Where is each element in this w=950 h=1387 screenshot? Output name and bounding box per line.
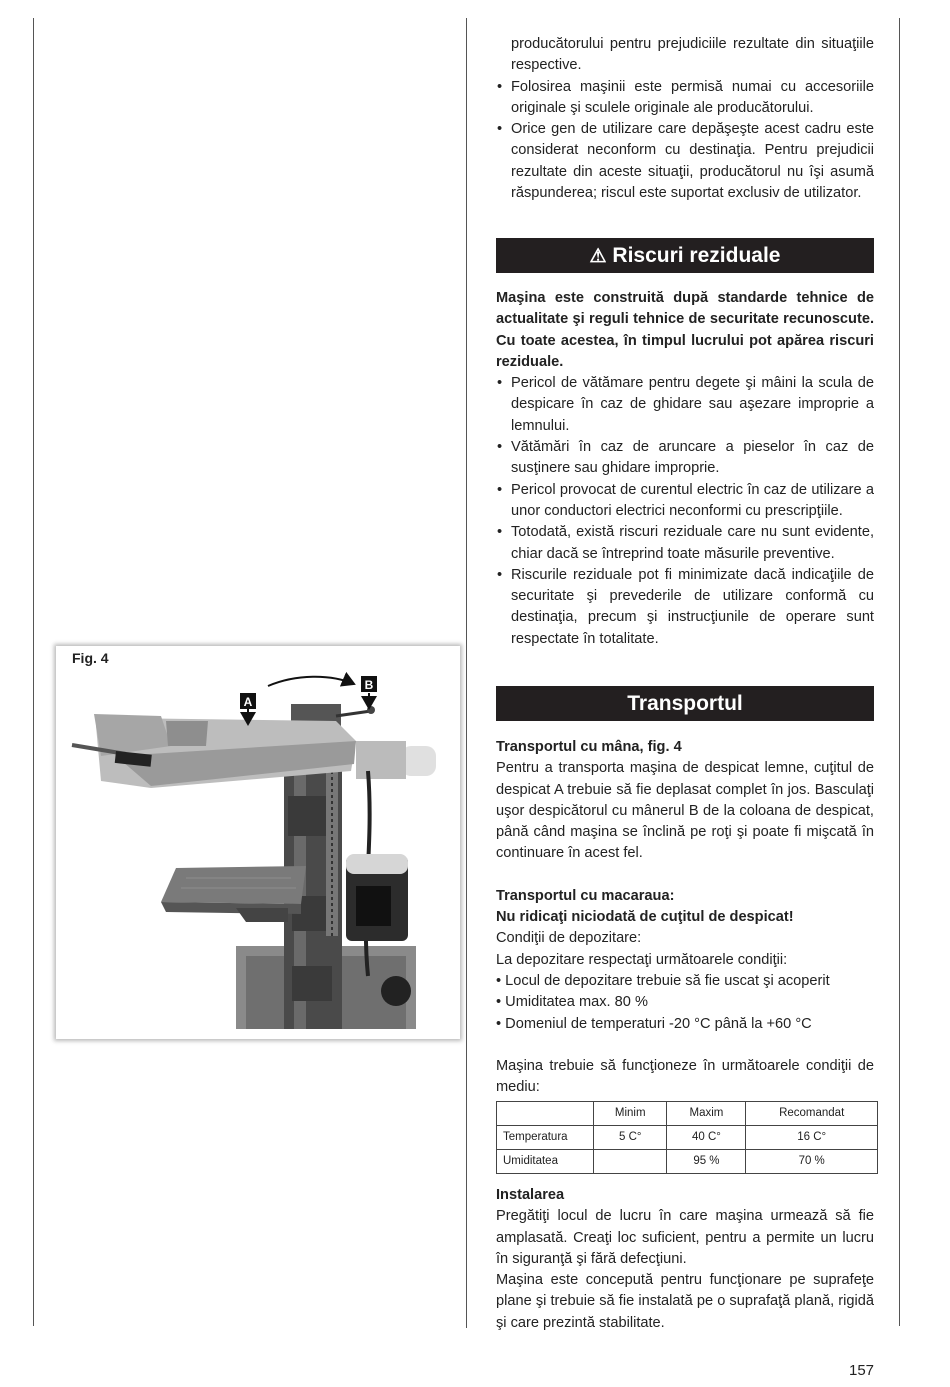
list-item: • Pericol de vătămare pentru degete şi mâini la scula de despicare în caz de ghidare sau aşezare improprie a lemnului. <box>496 373 874 437</box>
page-number: 157 <box>849 1362 875 1379</box>
storage-title: Condiţii de depozitare: <box>496 930 642 947</box>
table-cell: Temperatura <box>497 1126 594 1150</box>
section-heading-transport: Transportul <box>496 686 874 721</box>
marker-b: B <box>364 678 374 692</box>
section-heading-residual-risks <box>496 238 874 273</box>
table-header-row <box>497 1102 878 1126</box>
table-cell: Umiditatea <box>497 1150 594 1174</box>
table-cell: 5 C° <box>594 1126 667 1150</box>
environment-text: Maşina trebuie să funcţioneze în următoarele condiţii de mediu: <box>496 1057 874 1096</box>
install-paragraph-2: Maşina este concepută pentru funcţionare pe suprafeţe plane şi trebuie să fie instalată pe o suprafaţă plană, rigidă şi care prezintă stabilitate. <box>496 1272 874 1331</box>
list-item: • Riscurile reziduale pot fi minimizate dacă indicaţiile de securitate şi prevederile de utilizare conformă cu destinaţia, precum şi instrucţiunile de operare sunt respectate în totalitate. <box>496 565 874 650</box>
list-item: • Vătămări în caz de aruncare a pieselor în caz de susţinere sau ghidare improprie. <box>496 437 874 480</box>
residual-intro: Maşina este construită după standarde tehnice de actualitate şi reguli tehnice de securitate recunoscute. Cu toate acestea, în timpul lucrului pot apărea riscuri reziduale. <box>496 290 874 370</box>
table-cell: 16 C° <box>746 1126 878 1150</box>
crane-transport-title: Transportul cu macaraua: <box>496 887 675 904</box>
environment-table <box>496 1101 878 1174</box>
residual-heading-text: Riscuri reziduale <box>612 244 781 267</box>
table-row <box>497 1150 878 1174</box>
list-item: • Folosirea maşinii este permisă numai cu accesoriile originale şi sculele originale ale producătorului. <box>496 77 874 120</box>
table-cell: 40 C° <box>667 1126 746 1150</box>
install-paragraph-1: Pregătiţi locul de lucru în care maşina urmează să fie amplasată. Creaţi loc suficient, pentru a permite un lucru în siguranţă şi fără defecţiuni. <box>496 1208 874 1267</box>
crane-warning: Nu ridicaţi niciodată de cuţitul de despicat! <box>496 909 794 926</box>
figure-label: Fig. 4 <box>72 650 109 666</box>
table-cell: Minim <box>594 1102 667 1126</box>
table-cell: 70 % <box>746 1150 878 1174</box>
log-splitter-illustration <box>56 646 460 1039</box>
list-item: • Locul de depozitare trebuie să fie uscat şi acoperit <box>496 972 830 989</box>
hand-transport-title: Transportul cu mâna, fig. 4 <box>496 739 682 755</box>
left-margin-rule <box>33 18 34 1326</box>
residual-risks-section <box>496 238 874 650</box>
warning-icon: ⚠ <box>589 246 607 267</box>
table-cell <box>594 1150 667 1174</box>
list-item: • Umiditatea max. 80 % <box>496 994 648 1011</box>
install-title: Instalarea <box>496 1187 565 1203</box>
figure-4 <box>56 646 460 1039</box>
right-column-top <box>496 34 874 204</box>
hand-transport-text: Pentru a transporta maşina de despicat lemne, cuţitul de despicat A trebuie să fie deplasat complet în jos. Basculaţi uşor despicătorul cu mânerul B de la coloana de despicat, până când maşina se înclină pe roţi şi poate fi mişcată în continuare în acest fel. <box>496 760 874 862</box>
right-margin-rule <box>899 18 900 1326</box>
intro-continuation: producătorului pentru prejudiciile rezultate din situaţiile respective. <box>511 36 874 74</box>
list-item: • Totodată, există riscuri reziduale care nu sunt evidente, chiar dacă se întreprind toate măsurile preventive. <box>496 522 874 565</box>
table-cell <box>497 1102 594 1126</box>
list-item: • Orice gen de utilizare care depăşeşte acest cadru este considerat neconform cu destinaţia. Pentru prejudicii rezultate din aceste situaţii, producătorul nu îşi asumă răspunderea; riscul este suportat exclusiv de utilizator. <box>496 119 874 204</box>
transport-section <box>496 686 874 1174</box>
storage-intro: La depozitare respectaţi următoarele condiţii: <box>496 951 788 968</box>
storage-list <box>496 971 874 1035</box>
list-item: • Domeniul de temperaturi -20 °C până la +60 °C <box>496 1015 812 1032</box>
table-cell: Maxim <box>667 1102 746 1126</box>
marker-a: A <box>243 695 253 709</box>
list-item: • Pericol provocat de curentul electric în caz de utilizare a unor conductori electrici neconformi cu prescripţiile. <box>496 480 874 523</box>
column-divider <box>466 18 467 1328</box>
table-row <box>497 1126 878 1150</box>
table-cell: 95 % <box>667 1150 746 1174</box>
residual-bullet-list <box>496 373 874 650</box>
table-cell: Recomandat <box>746 1102 878 1126</box>
installation-section <box>496 1185 874 1334</box>
intro-bullet-list <box>496 77 874 205</box>
